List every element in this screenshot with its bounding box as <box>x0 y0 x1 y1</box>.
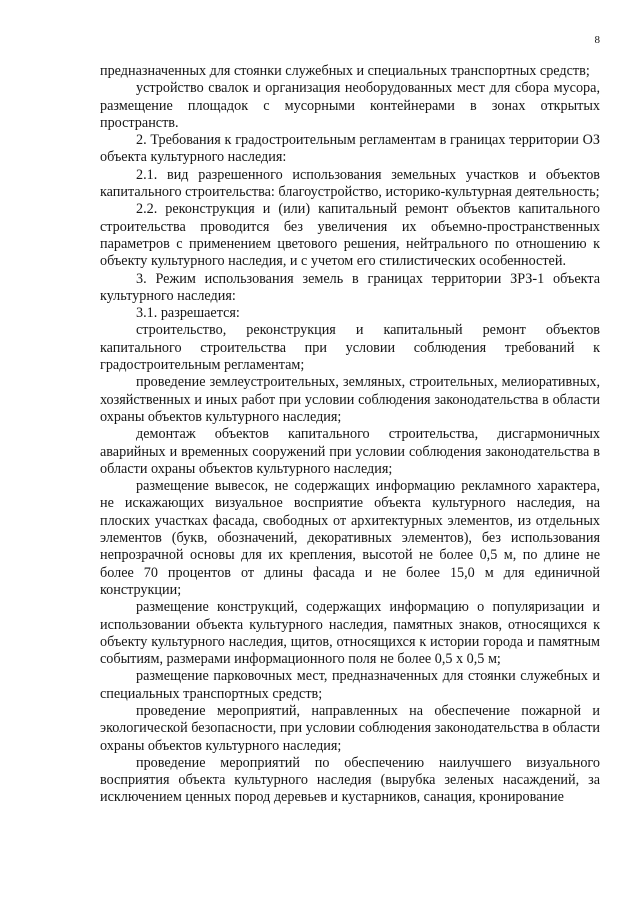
paragraph-2: устройство свалок и организация необорудованных мест для сбора мусора, размещение площадок с мусорными контейнерами в зонах открытых пространств. <box>100 80 600 131</box>
paragraph-1: предназначенных для стоянки служебных и специальных транспортных средств; <box>100 63 590 79</box>
paragraph-4: 2.1. вид разрешенного использования земельных участков и объектов капитального строительства: благоустройство, историко-культурная деятельность; <box>100 166 600 201</box>
page-number: 8 <box>594 34 600 46</box>
paragraph-11: размещение вывесок, не содержащих информацию рекламного характера, не искажающих визуальное восприятие объекта культурного наследия, на плоских участках фасада, свободных от архитектурных элементов, из отдельных элементов (букв, обозначений, декоративных элементов), без использования непрозрачной основы для их крепления, высотой не более 0,5 м, по длине не более 70 процентов от длины фасада и не более 15,0 м для единичной конструкции; <box>100 478 600 598</box>
paragraph-10: демонтаж объектов капитального строительства, дисгармоничных аварийных и временных сооружений при условии соблюдения законодательства в области охраны объектов культурного наследия; <box>100 426 600 477</box>
document-body <box>100 63 600 807</box>
paragraph-15: проведение мероприятий по обеспечению наилучшего визуального восприятия объекта культурного наследия (вырубка зеленых насаждений, за исключением ценных пород деревьев и кустарников, санация, кронирование <box>100 754 600 806</box>
paragraph-13: размещение парковочных мест, предназначенных для стоянки служебных и специальных транспортных средств; <box>100 668 600 702</box>
paragraph-12: размещение конструкций, содержащих информацию о популяризации и использовании объекта культурного наследия, памятных знаков, относящихся к объекту культурного наследия, щитов, относящихся к истории города и памятным событиям, размерами информационного поля не более 0,5 х 0,5 м; <box>100 599 600 668</box>
paragraph-8: строительство, реконструкция и капитальный ремонт объектов капитального строительства при условии соблюдения требований к градостроительным регламентам; <box>100 322 600 374</box>
paragraph-14: проведение мероприятий, направленных на обеспечение пожарной и экологической безопасности, при условии соблюдения законодательства в области охраны объектов культурного наследия; <box>100 702 600 754</box>
paragraph-6: 3. Режим использования земель в границах территории ЗРЗ-1 объекта культурного наследия: <box>100 270 600 304</box>
paragraph-5: 2.2. реконструкция и (или) капитальный ремонт объектов капитального строительства проводится без увеличения их объемно-пространственных параметров с применением цветового решения, нейтрального по отношению к объекту культурного наследия, и с учетом его стилистических особенностей. <box>100 201 600 270</box>
paragraph-7: 3.1. разрешается: <box>136 305 240 322</box>
paragraph-9: проведение землеустроительных, земляных, строительных, мелиоративных, хозяйственных и иных работ при условии соблюдения законодательства в области охраны объектов культурного наследия; <box>100 374 600 425</box>
paragraph-3: 2. Требования к градостроительным регламентам в границах территории ОЗ объекта культурного наследия: <box>100 132 600 166</box>
